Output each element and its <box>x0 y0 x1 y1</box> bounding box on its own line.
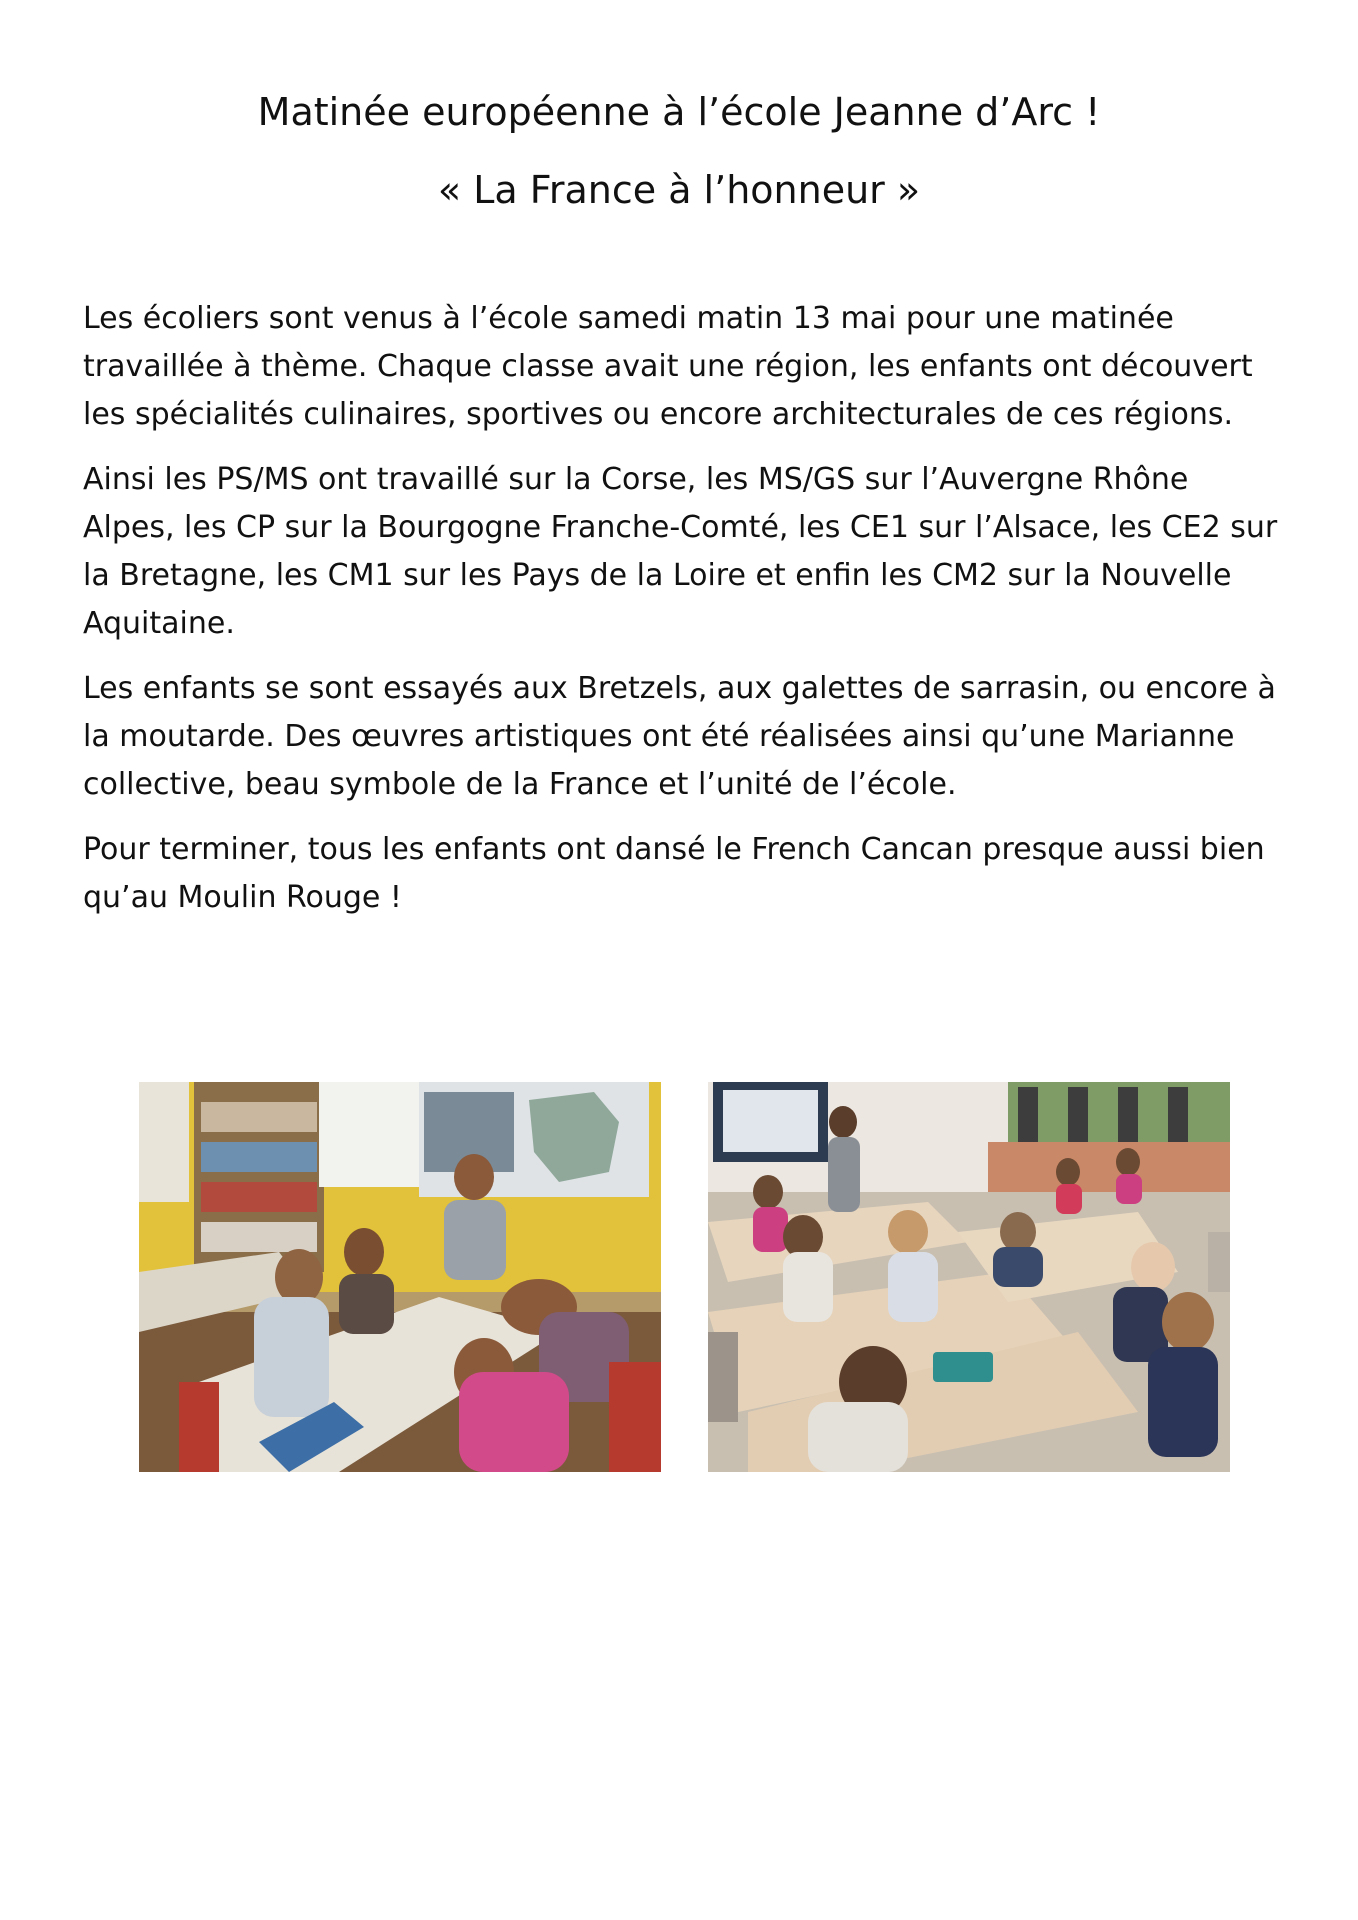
classroom-photo-right <box>708 1082 1230 1472</box>
paragraph-intro: Les écoliers sont venus à l’école samedi matin 13 mai pour une matinée travaillée à thème. Chaque classe avait une région, les enfants ont découvert les spécialités culinaires, sportives ou encore architecturales de ces régions. <box>83 301 1253 432</box>
paragraph-regions: Ainsi les PS/MS ont travaillé sur la Corse, les MS/GS sur l’Auvergne Rhône Alpes, les CP sur la Bourgogne Franche-Comté, les CE1 sur l’Alsace, les CE2 sur la Bretagne, les CM1 sur les Pays de la Loire et enfin les CM2 sur la Nouvelle Aquitaine. <box>83 462 1278 641</box>
page-subtitle: « La France à l’honneur » <box>437 168 921 212</box>
page-title: Matinée européenne à l’école Jeanne d’Arc ! <box>257 90 1101 134</box>
paragraph-activities: Les enfants se sont essayés aux Bretzels, aux galettes de sarrasin, ou encore à la moutarde. Des œuvres artistiques ont été réalisées ainsi qu’une Marianne collective, beau symbole de la France et l’unité de l’école. <box>83 671 1276 802</box>
photo-row <box>0 1082 1358 1472</box>
classroom-photo-left <box>139 1082 661 1472</box>
article-body <box>83 295 1283 939</box>
paragraph-conclusion: Pour terminer, tous les enfants ont dansé le French Cancan presque aussi bien qu’au Moulin Rouge ! <box>83 832 1265 915</box>
